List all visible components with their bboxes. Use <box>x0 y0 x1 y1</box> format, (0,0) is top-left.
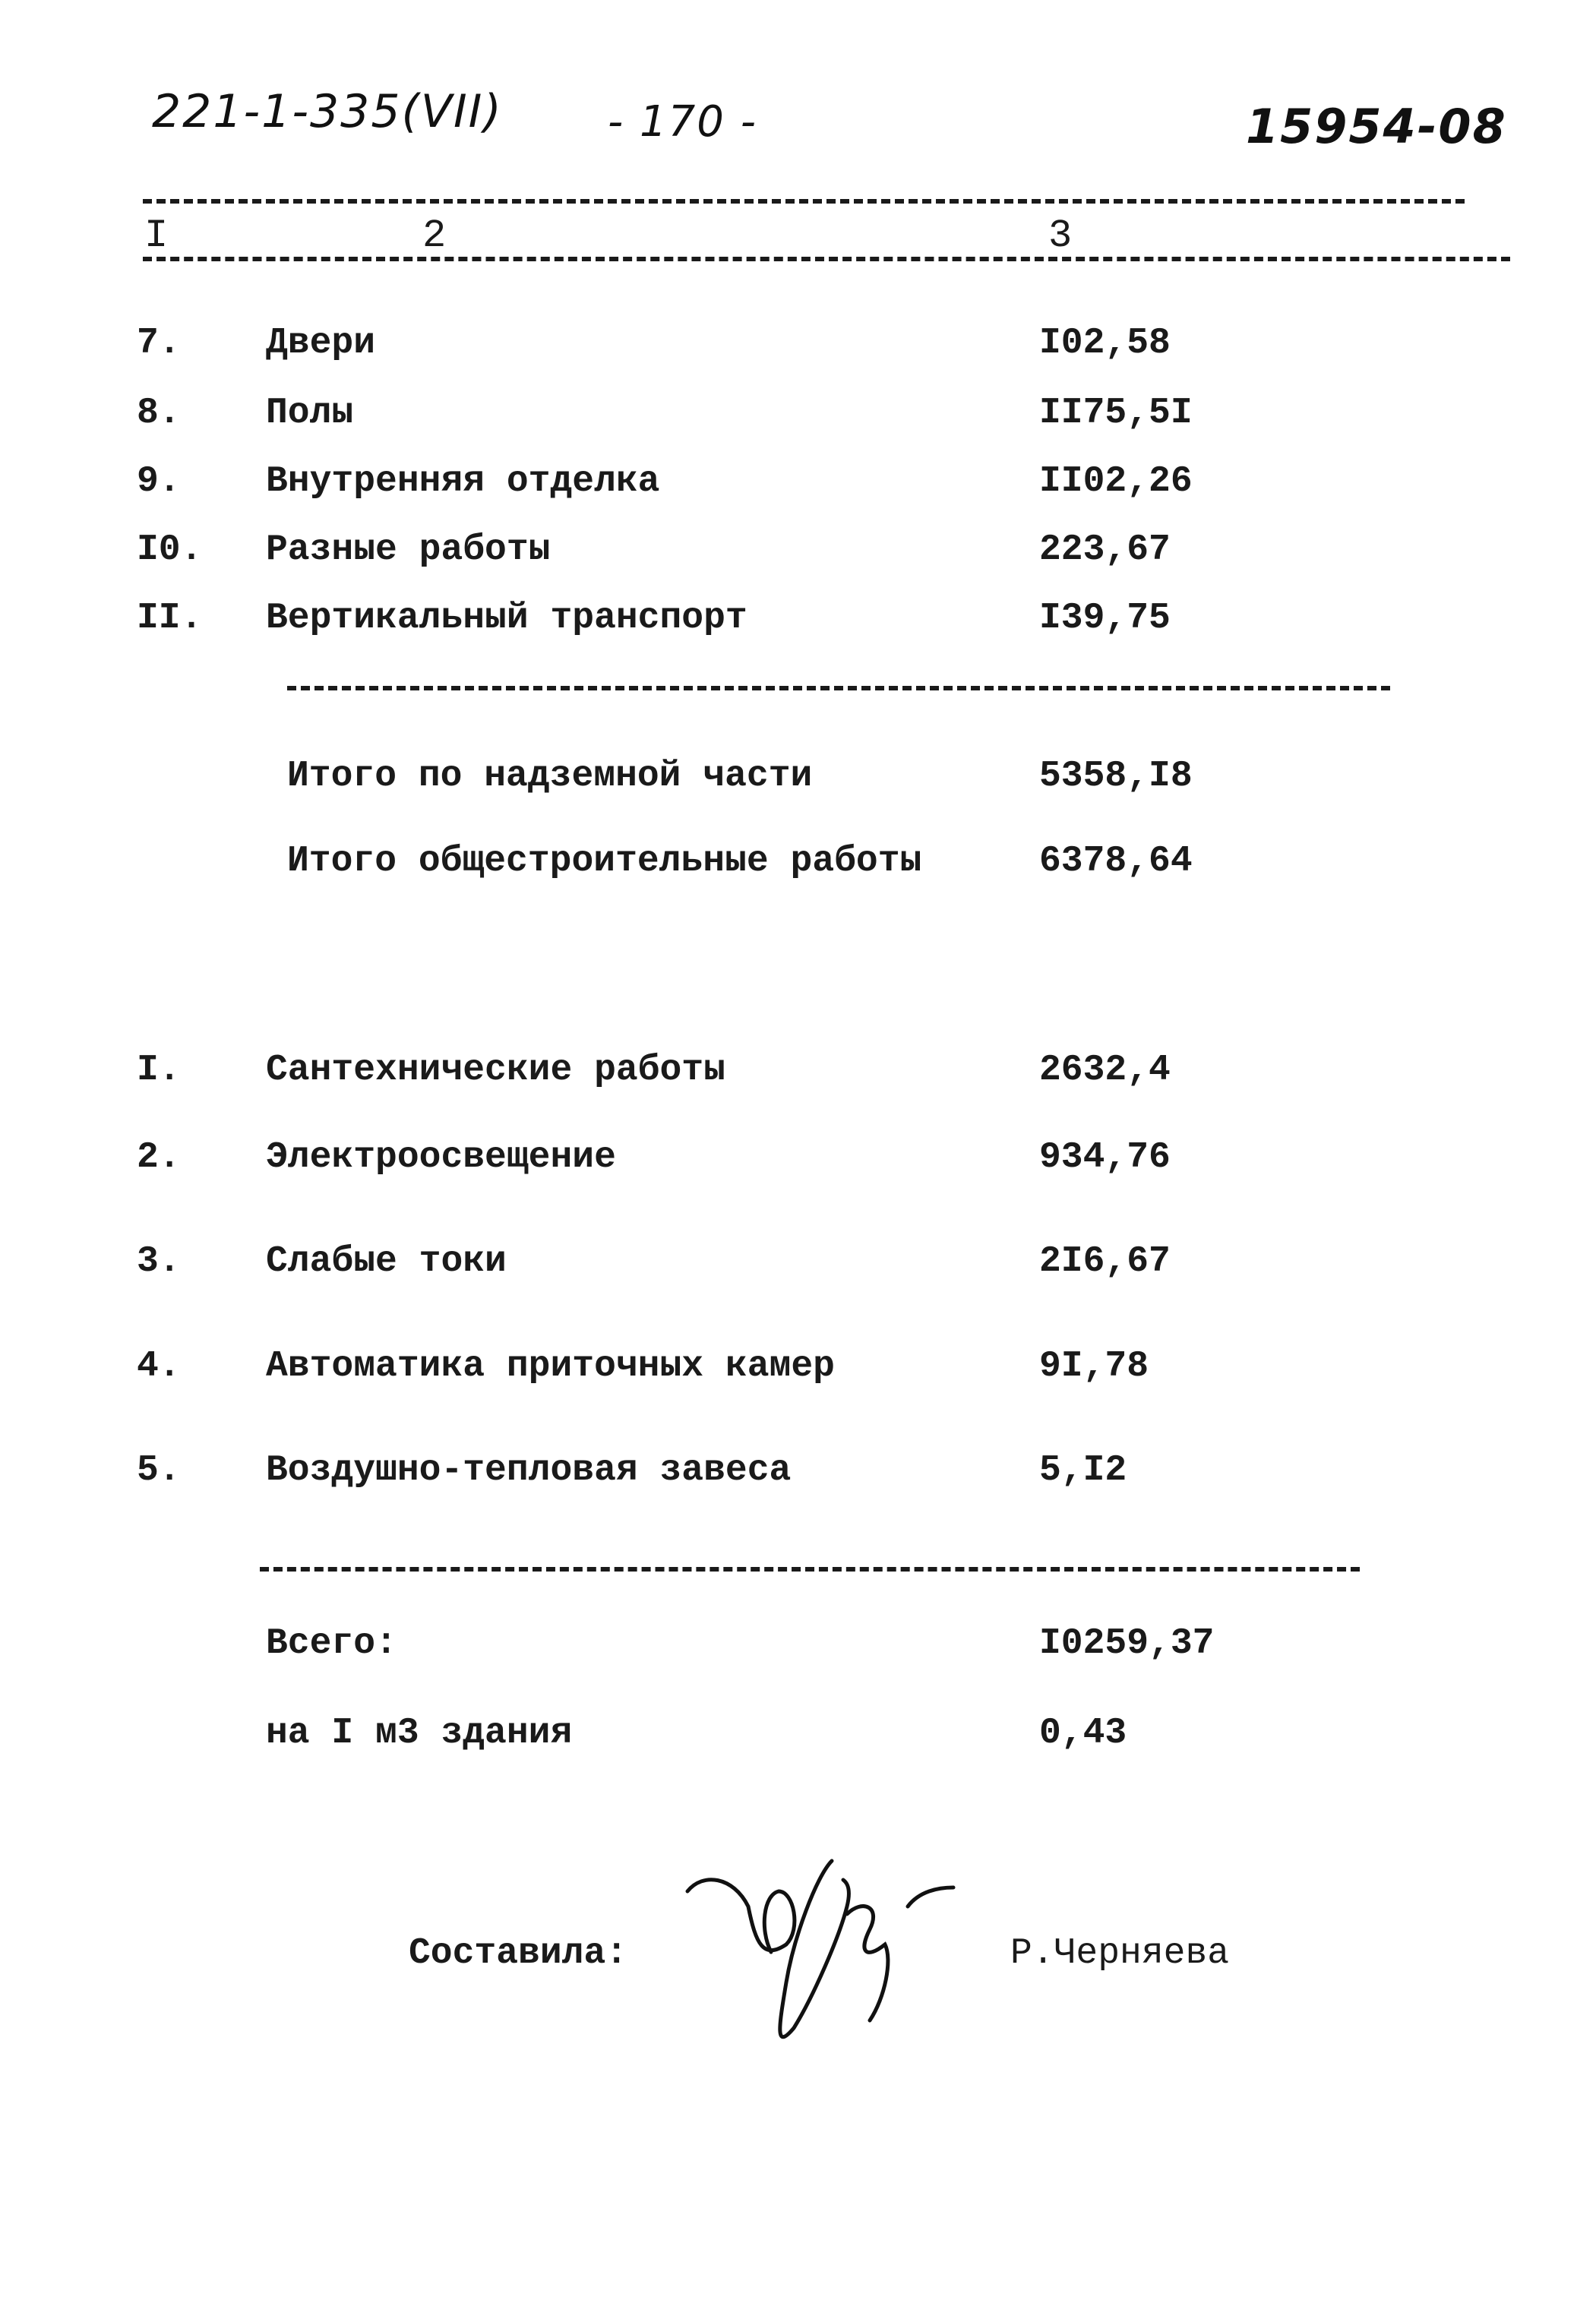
row-label: Электроосвещение <box>266 1137 616 1178</box>
column-header-3: 3 <box>1048 213 1073 258</box>
row-label: Разные работы <box>266 529 551 570</box>
total-value: 6378,64 <box>1039 841 1193 882</box>
row-number: 9. <box>137 461 181 502</box>
column-header-1: I <box>144 213 169 258</box>
row-value: 2I6,67 <box>1039 1241 1171 1282</box>
row-label: Воздушно-тепловая завеса <box>266 1450 792 1491</box>
row-value: 5,I2 <box>1039 1450 1127 1491</box>
row-number: I0. <box>137 529 203 570</box>
compiler-name: Р.Черняева <box>1010 1933 1230 1974</box>
header-top-rule <box>143 199 1465 204</box>
page-number: - 170 - <box>608 97 757 147</box>
row-label: Внутренняя отделка <box>266 461 660 502</box>
row-number: 2. <box>137 1137 181 1178</box>
summary-label: Всего: <box>266 1623 397 1664</box>
header-bottom-rule <box>143 257 1510 261</box>
subtotal-rule <box>287 686 1390 690</box>
total-label: Итого по надземной части <box>287 756 813 797</box>
document-code: 221-1-335(VII) <box>152 85 503 138</box>
row-number: I. <box>137 1050 181 1091</box>
row-number: 5. <box>137 1450 181 1491</box>
row-number: 4. <box>137 1346 181 1387</box>
column-header-2: 2 <box>422 213 447 258</box>
row-label: Двери <box>266 323 376 364</box>
row-label: Сантехнические работы <box>266 1050 725 1091</box>
total-label: Итого общестроительные работы <box>287 841 922 882</box>
archive-number: 15954-08 <box>1246 99 1507 154</box>
row-value: II75,5I <box>1039 393 1193 434</box>
grand-total-rule <box>260 1567 1360 1572</box>
summary-value: 0,43 <box>1039 1713 1127 1754</box>
row-number: 8. <box>137 393 181 434</box>
total-value: 5358,I8 <box>1039 756 1193 797</box>
row-label: Слабые токи <box>266 1241 507 1282</box>
row-label: Автоматика приточных камер <box>266 1346 835 1387</box>
signature-icon <box>680 1846 984 2074</box>
row-value: 223,67 <box>1039 529 1171 570</box>
row-value: 934,76 <box>1039 1137 1171 1178</box>
summary-label: на I м3 здания <box>266 1713 573 1754</box>
row-label: Полы <box>266 393 354 434</box>
row-value: 2632,4 <box>1039 1050 1171 1091</box>
compiled-by-label: Составила: <box>409 1933 628 1974</box>
row-number: 7. <box>137 323 181 364</box>
row-number: 3. <box>137 1241 181 1282</box>
row-value: I02,58 <box>1039 323 1171 364</box>
row-label: Вертикальный транспорт <box>266 598 747 639</box>
summary-value: I0259,37 <box>1039 1623 1215 1664</box>
row-value: 9I,78 <box>1039 1346 1149 1387</box>
row-value: I39,75 <box>1039 598 1171 639</box>
row-number: II. <box>137 598 203 639</box>
row-value: II02,26 <box>1039 461 1193 502</box>
